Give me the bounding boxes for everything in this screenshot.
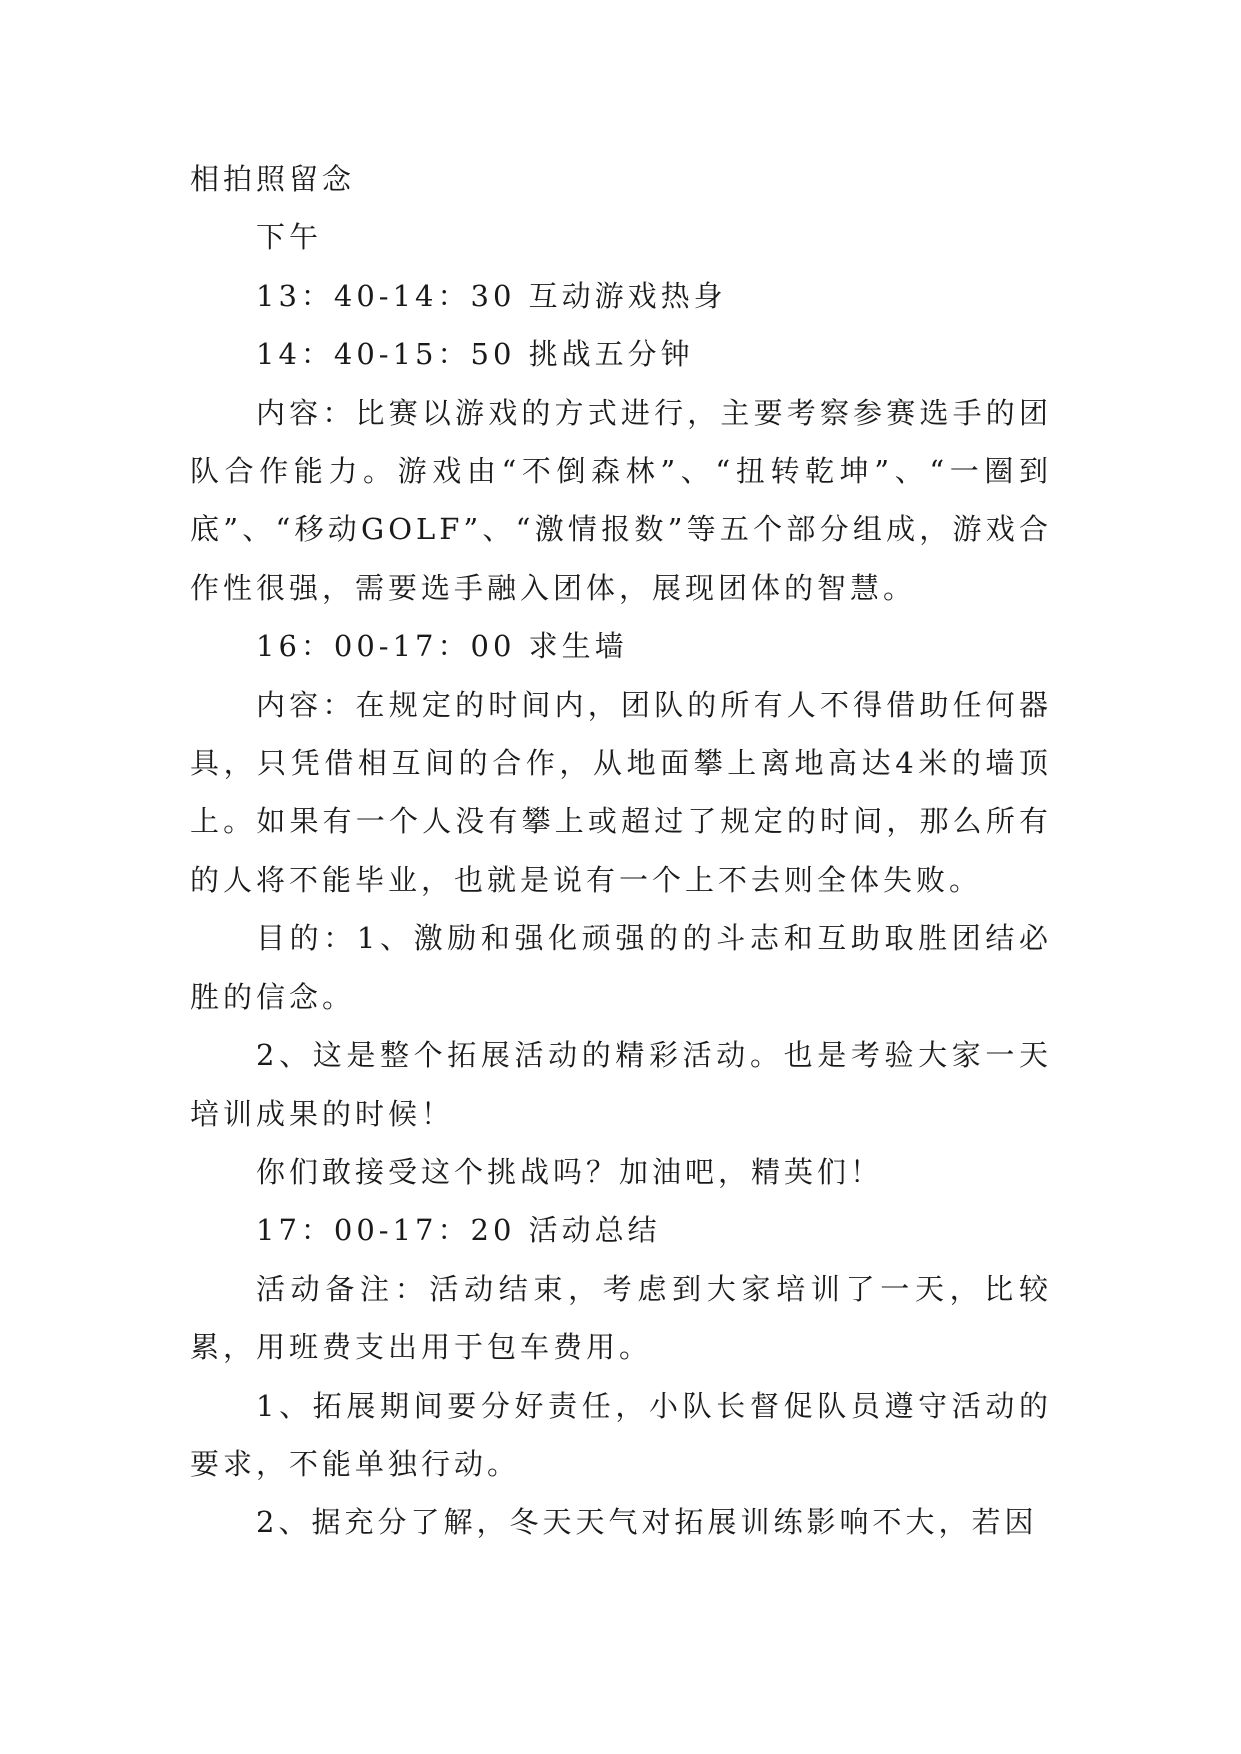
paragraph: 1、拓展期间要分好责任，小队长督促队员遵守活动的要求，不能单独行动。 [190, 1388, 1052, 1481]
schedule-item: 13：40-14：30 互动游戏热身 [256, 278, 727, 313]
paragraph: 2、据充分了解，冬天天气对拓展训练影响不大，若因 [256, 1505, 1038, 1540]
schedule-item: 16：00-17：00 求生墙 [256, 629, 628, 664]
paragraph: 下午 [256, 220, 323, 255]
paragraph: 内容：在规定的时间内，团队的所有人不得借助任何器具，只凭借相互间的合作，从地面攀上离地高达4米的墙顶上。如果有一个人没有攀上或超过了规定的时间，那么所有的人将不能毕业，也就是说有一个上不去则全体失败。 [190, 687, 1052, 897]
paragraph: 你们敢接受这个挑战吗？加油吧，精英们！ [256, 1154, 884, 1189]
paragraph: 活动备注：活动结束，考虑到大家培训了一天，比较累，用班费支出用于包车费用。 [190, 1271, 1052, 1365]
paragraph: 内容：比赛以游戏的方式进行，主要考察参赛选手的团队合作能力。游戏由“不倒森林”、“扭转乾坤”、“一圈到底”、“移动GOLF”、“激情报数”等五个部分组成，游戏合作性很强，需要选手融入团体，展现团体的智慧。 [190, 395, 1052, 605]
paragraph: 相拍照留念 [190, 162, 356, 196]
schedule-item: 17：00-17：20 活动总结 [256, 1213, 661, 1248]
paragraph: 目的：1、激励和强化顽强的的斗志和互助取胜团结必胜的信念。 [190, 921, 1052, 1014]
schedule-item: 14：40-15：50 挑战五分钟 [256, 337, 694, 372]
document-body [190, 150, 1052, 1552]
paragraph: 2、这是整个拓展活动的精彩活动。也是考验大家一天培训成果的时候！ [190, 1038, 1052, 1131]
